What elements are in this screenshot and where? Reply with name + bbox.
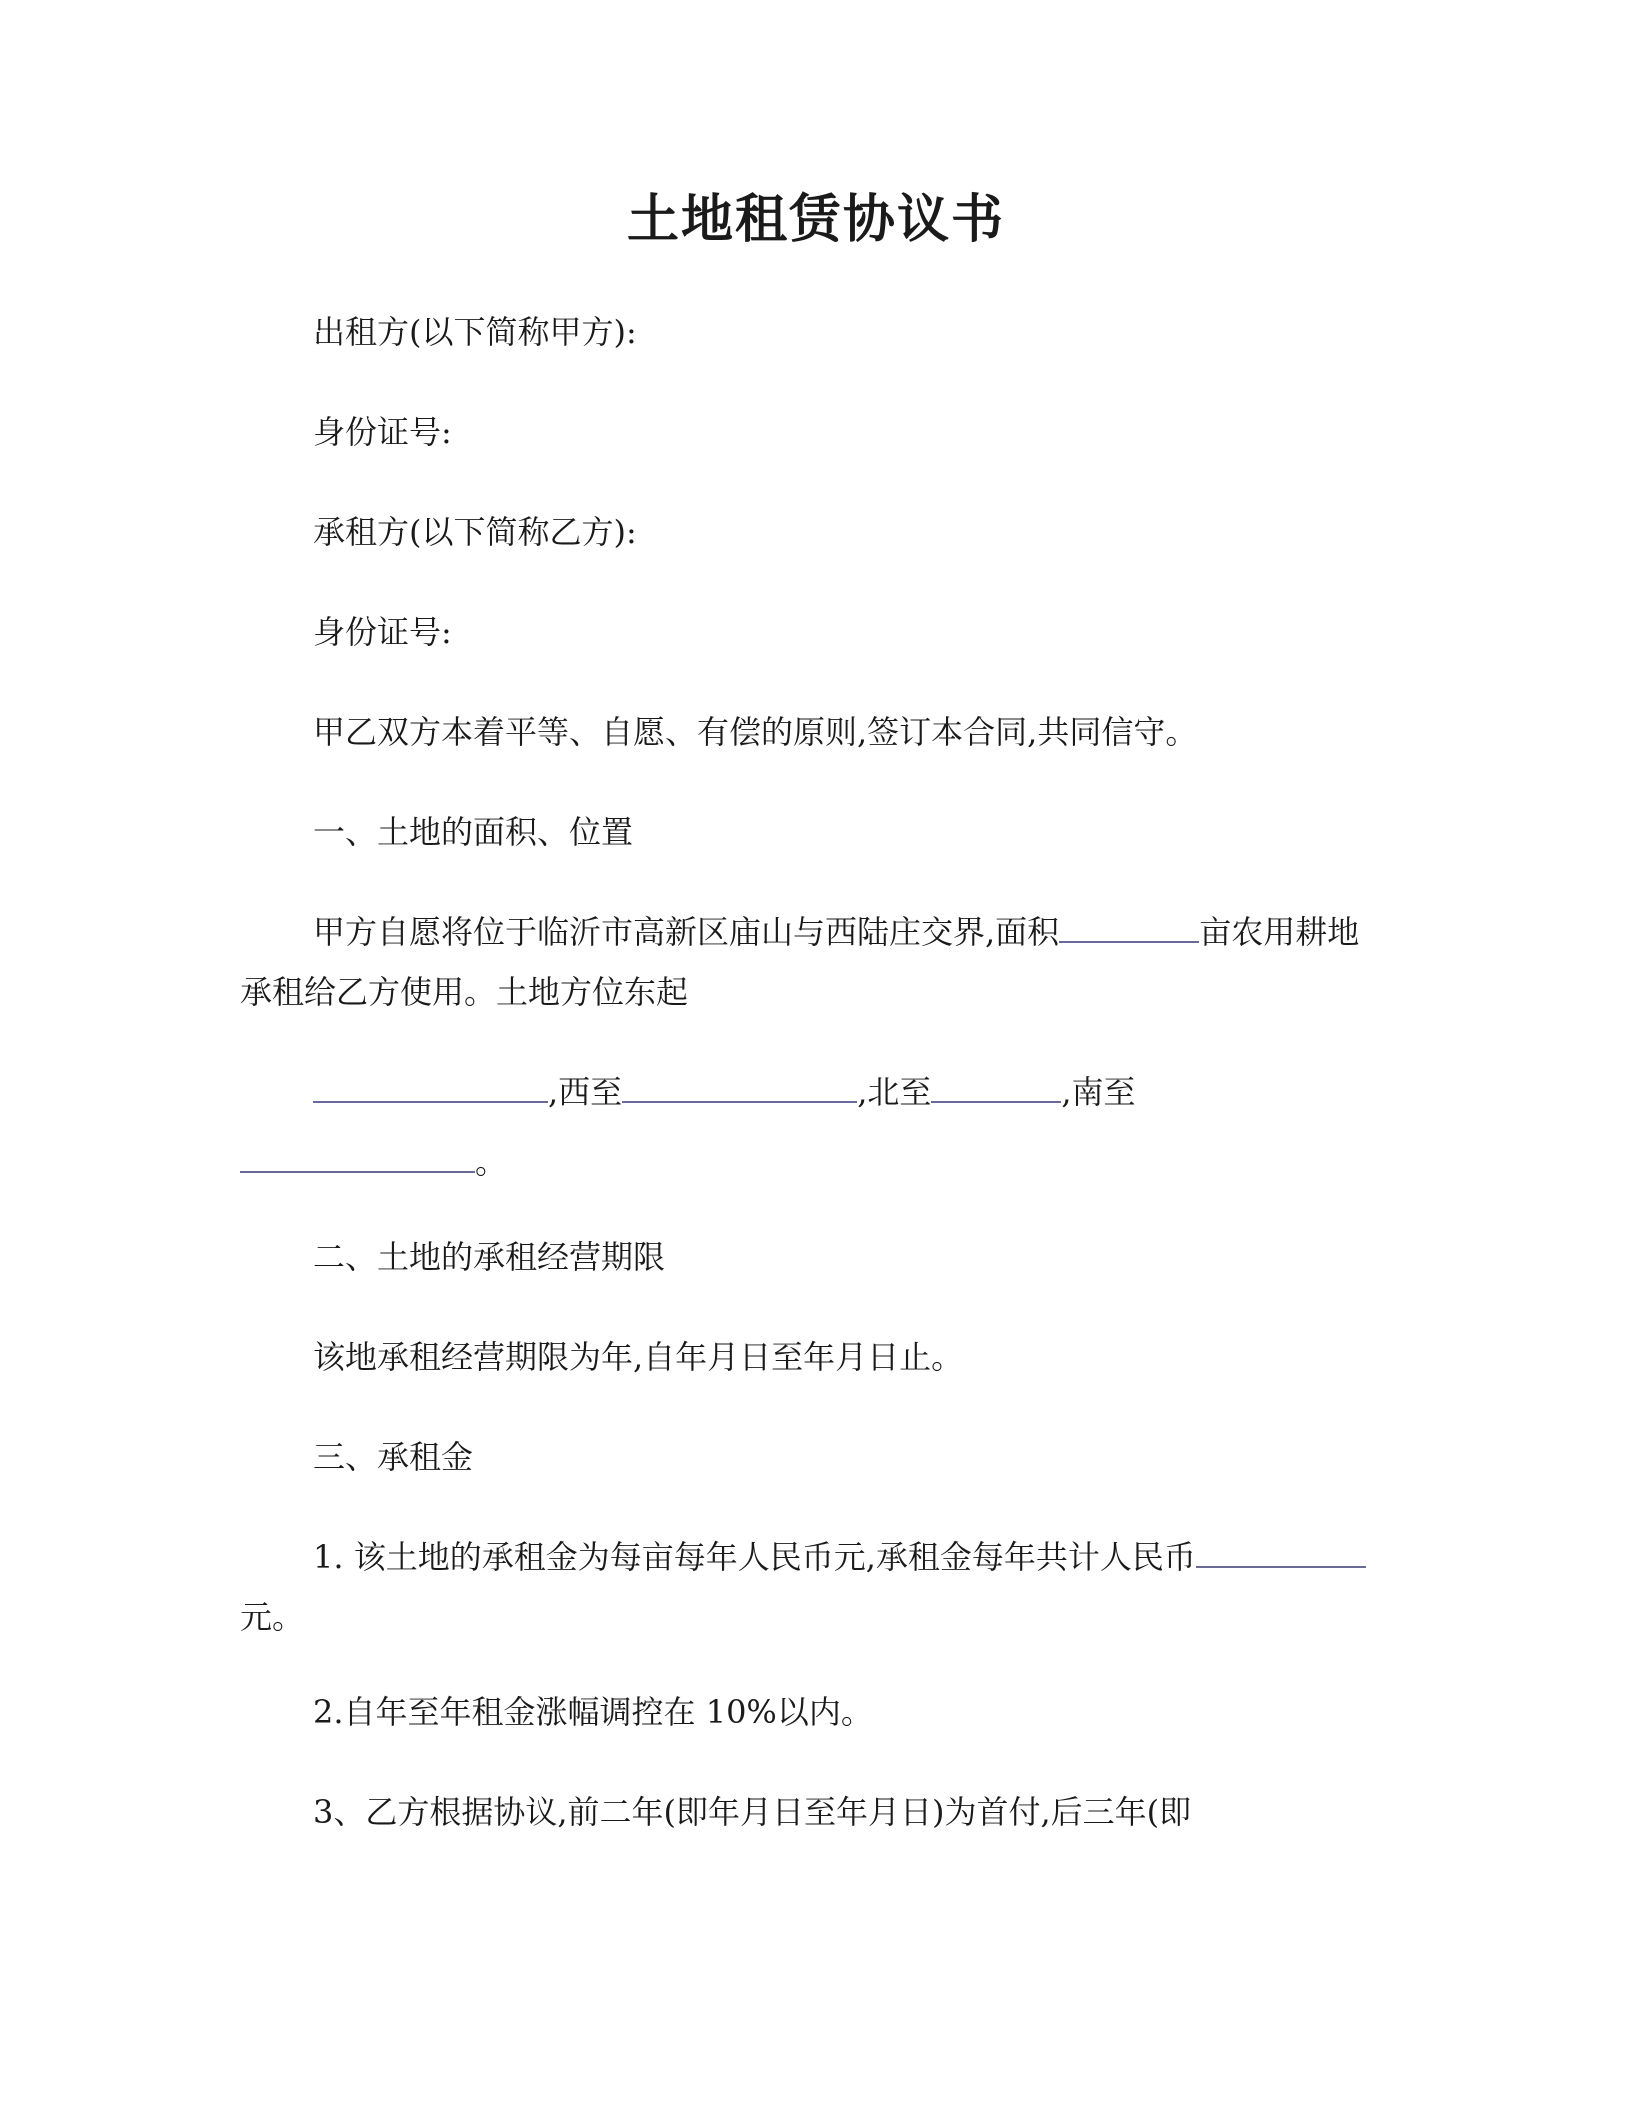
lessee-id-label: 身份证号:: [313, 613, 452, 651]
rent-item-1-end: 元。: [240, 1598, 305, 1636]
rent-item-3: 3、乙方根据协议,前二年(即年月日至年月日)为首付,后三年(即: [313, 1793, 1192, 1831]
section2-heading: 二、土地的承租经营期限: [313, 1238, 666, 1276]
south-boundary-blank[interactable]: [240, 1141, 475, 1173]
rent-item-1-text: 1. 该土地的承租金为每亩每年人民币元,承租金每年共计人民币: [313, 1538, 1196, 1576]
section1-heading: 一、土地的面积、位置: [313, 813, 634, 851]
south-boundary-line: [240, 1140, 507, 1184]
lessor-id-label: 身份证号:: [313, 413, 452, 451]
section1-paragraph-line2: 承租给乙方使用。土地方位东起: [240, 973, 689, 1011]
south-label: ,南至: [1061, 1073, 1136, 1111]
north-label: ,北至: [857, 1073, 932, 1111]
rent-item-1: [313, 1535, 1366, 1579]
section3-heading: 三、承租金: [313, 1438, 474, 1476]
annual-rent-total-blank[interactable]: [1196, 1536, 1366, 1568]
rent-item-2: 2.自年至年租金涨幅调控在 10%以内。: [313, 1693, 873, 1731]
east-boundary-blank[interactable]: [313, 1071, 548, 1103]
period-end: 。: [475, 1143, 508, 1181]
west-label: ,西至: [548, 1073, 623, 1111]
section1-paragraph-after-blank: 亩农用耕地: [1199, 913, 1360, 951]
lessor-label: 出租方(以下简称甲方):: [313, 313, 637, 351]
area-blank[interactable]: [1059, 911, 1199, 943]
lessee-label: 承租方(以下简称乙方):: [313, 513, 637, 551]
preamble-paragraph: 甲乙双方本着平等、自愿、有偿的原则,签订本合同,共同信守。: [313, 713, 1198, 751]
document-title: 土地租赁协议书: [626, 189, 1005, 250]
boundary-line: [313, 1070, 1136, 1114]
west-boundary-blank[interactable]: [622, 1071, 857, 1103]
north-boundary-blank[interactable]: [931, 1071, 1061, 1103]
section1-paragraph-line1: [313, 910, 1359, 954]
section2-paragraph: 该地承租经营期限为年,自年月日至年月日止。: [313, 1338, 964, 1376]
section1-paragraph-start: 甲方自愿将位于临沂市高新区庙山与西陆庄交界,面积: [313, 913, 1060, 951]
